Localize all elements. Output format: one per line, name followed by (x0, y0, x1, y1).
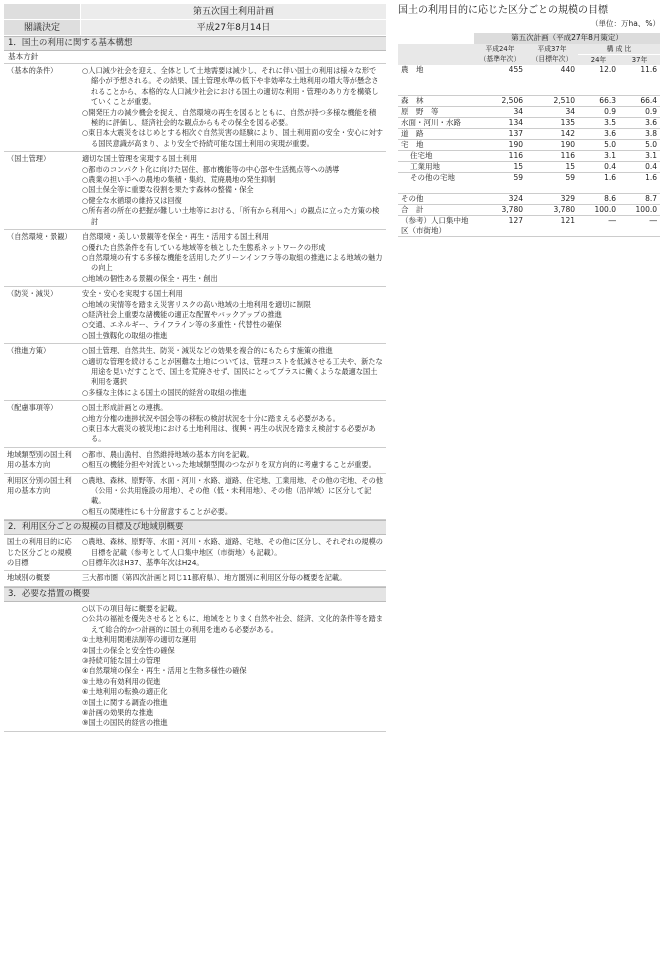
land-use-value-h37: 142 (526, 129, 578, 140)
land-use-category: 合 計 (398, 205, 474, 216)
plan-overview-table (4, 4, 386, 732)
land-use-value-h24: 455 (474, 65, 526, 96)
land-use-value-r24: ― (578, 216, 619, 237)
plan-row-line: 三大都市圏（第四次計画と同じ11都府県）、地方圏別に利用区分毎の概要を記載。 (82, 573, 347, 583)
plan-row-content (80, 230, 386, 286)
land-use-value-h37: 59 (526, 173, 578, 194)
land-use-row (398, 205, 660, 216)
section-2-body (4, 535, 386, 587)
plan-row-line: ○国土管理、自然共生、防災・減災などの効果を複合的にもたらす施策の推進 (82, 346, 333, 356)
land-use-value-r24: 12.0 (578, 65, 619, 96)
plan-row-label: 地域別の概要 (7, 573, 51, 583)
plan-row-line: ○多様な主体による国土の国民的経営の取組の推進 (82, 387, 247, 397)
plan-row-line: ○東日本大震災をはじめとする相次ぐ自然災害の経験により、国土利用面の安全・安心に対する国民意識が高まり、より安全で持続可能な国土利用の実現が重要。 (82, 128, 383, 148)
land-use-value-h37: 190 (526, 140, 578, 151)
plan-row-content (80, 287, 386, 343)
plan-row-line: ②国土の保全と安全性の確保 (82, 645, 175, 655)
land-use-value-r37: 1.6 (619, 173, 660, 194)
plan-row-line: ⑧計画の効果的な推進 (82, 707, 154, 717)
land-use-value-r24: 66.3 (578, 96, 619, 107)
plan-row-content (80, 152, 386, 229)
decision-date-label: 閣議決定 (4, 20, 80, 36)
plan-name-value: 第五次国土利用計画 (81, 4, 386, 20)
land-use-value-r24: 5.0 (578, 140, 619, 151)
plan-row (4, 152, 386, 230)
land-use-value-h37: 135 (526, 118, 578, 129)
plan-row-label: （自然環境・景観） (7, 232, 72, 242)
land-use-category: 森 林 (398, 96, 474, 107)
plan-row-line: ○東日本大震災の被災地における土地利用は、復興・再生の状況を踏まえ検討する必要がある。 (82, 424, 376, 444)
land-use-value-r37: 11.6 (619, 65, 660, 96)
plan-row (4, 230, 386, 287)
table-header-columns (398, 44, 660, 65)
land-use-value-r37: 3.1 (619, 151, 660, 162)
section-2-title: 2．利用区分ごとの規模の目標及び地域別概要 (4, 520, 386, 535)
plan-row-label: 国土の利用目的に応じた区分ごとの規模の目標 (7, 537, 72, 568)
land-use-value-r37: 8.7 (619, 194, 660, 205)
table-header-top (398, 33, 660, 44)
land-use-category: 道 路 (398, 129, 474, 140)
land-use-value-h24: 116 (474, 151, 526, 162)
plan-row-label: 地域類型別の国土利用の基本方向 (7, 449, 72, 470)
plan-row-label: （配慮事項等） (7, 403, 58, 413)
land-use-value-h37: 15 (526, 162, 578, 173)
land-use-value-r24: 1.6 (578, 173, 619, 194)
land-use-row (398, 216, 660, 237)
land-use-value-r24: 3.1 (578, 151, 619, 162)
land-use-value-h37: 3,780 (526, 205, 578, 216)
land-use-value-h37: 329 (526, 194, 578, 205)
plan-row (4, 602, 386, 732)
plan-row-content (80, 344, 386, 400)
land-use-row (398, 118, 660, 129)
plan-row-line: ○公共の福祉を優先させるとともに、地域をとりまく自然や社会、経済、文化的条件等を踏まえて総合的かつ計画的に国土の利用を進める必要がある。 (82, 614, 383, 634)
plan-row-content (80, 474, 386, 520)
plan-row-line: ④自然環境の保全・再生・活用と生物多様性の確保 (82, 666, 247, 676)
target-table-title: 国土の利用目的に応じた区分ごとの規模の目標 (398, 5, 608, 16)
land-use-row (398, 194, 660, 205)
land-use-value-r24: 100.0 (578, 205, 619, 216)
land-use-value-h24: 134 (474, 118, 526, 129)
land-use-value-r24: 8.6 (578, 194, 619, 205)
plan-name-row (4, 4, 386, 20)
land-use-category: （参考）人口集中地区（市街地） (398, 216, 474, 237)
land-use-category: 水面・河川・水路 (398, 118, 474, 129)
section-3-title: 3．必要な措置の概要 (4, 587, 386, 602)
section-1-title: 1．国土の利用に関する基本構想 (4, 36, 386, 51)
land-use-value-r24: 0.4 (578, 162, 619, 173)
plan-row-label: （国土管理） (7, 154, 51, 164)
land-use-value-r37: 100.0 (619, 205, 660, 216)
plan-row-line: ○適切な管理を続けることが困難な土地については、管理コストを低減させる工夫や、新たな用途を見いだすことで、国土を荒廃させず、国民にとってプラスに働くような最適な国土利用を選択 (82, 356, 383, 387)
land-use-row (398, 107, 660, 118)
land-use-row (398, 65, 660, 96)
section-1-subtitle: 基本方針 (4, 51, 386, 64)
plan-row-line: ○所有者の所在の把握が難しい土地等における、「所有から利用へ」の観点に立った方策の検討 (82, 206, 380, 226)
land-use-value-h24: 190 (474, 140, 526, 151)
decision-date-value: 平成27年8月14日 (81, 20, 386, 36)
land-use-value-r24: 3.5 (578, 118, 619, 129)
land-use-row (398, 173, 660, 194)
col-h24-header: 平成24年 （基準年次） (474, 44, 526, 65)
plan-row (4, 448, 386, 474)
land-use-value-h24: 59 (474, 173, 526, 194)
plan-row (4, 474, 386, 521)
land-use-value-h24: 324 (474, 194, 526, 205)
plan-row (4, 344, 386, 401)
land-use-value-h24: 3,780 (474, 205, 526, 216)
plan-row-line: ○優れた自然条件を有している地域等を核とした生態系ネットワークの形成 (82, 242, 326, 252)
land-use-category: 住宅地 (398, 151, 474, 162)
plan-row-content (80, 535, 386, 570)
plan-row-content (80, 448, 386, 473)
land-use-value-r37: 0.9 (619, 107, 660, 118)
plan-row-label: （推進方策） (7, 346, 51, 356)
target-table-unit: （単位：万ha、%） (591, 19, 660, 28)
land-use-value-r37: 5.0 (619, 140, 660, 151)
plan-header-cell: 第五次計画（平成27年8月策定） (474, 33, 660, 44)
land-use-value-r37: 3.8 (619, 129, 660, 140)
plan-row-line: ○国土形成計画との連携。 (82, 403, 168, 413)
plan-row-line: ○健全な水循環の維持又は回復 (82, 195, 182, 205)
plan-name-label (4, 4, 80, 20)
land-use-value-h37: 34 (526, 107, 578, 118)
decision-date-row (4, 20, 386, 36)
land-use-category: 工業用地 (398, 162, 474, 173)
plan-row-line: ○地域の個性ある景観の保全・再生・創出 (82, 273, 218, 283)
plan-row-line: ○経済社会上重要な諸機能の適正な配置やバックアップの推進 (82, 309, 282, 319)
land-use-value-h24: 2,506 (474, 96, 526, 107)
land-use-row (398, 151, 660, 162)
plan-row-line: ①土地利用関連法制等の適切な運用 (82, 635, 197, 645)
plan-row-line: ○開発圧力の減少機会を捉え、自然環境の再生を図るとともに、自然が持つ多様な機能を積極的に評価し、経済社会的な観点からもその保全を図る必要。 (82, 107, 377, 128)
land-use-row (398, 140, 660, 151)
land-use-category: その他の宅地 (398, 173, 474, 194)
col-ratio-header: 構 成 比 24年 37年 (578, 44, 660, 65)
plan-row-label: （基本的条件） (7, 66, 58, 75)
land-use-row (398, 162, 660, 173)
plan-row-line: ○人口減少社会を迎え、全体として土地需要は減少し、それに伴い国土の利用は様々な形で縮小が予想される。その結果、国土管理水準の低下や非効率な土地利用の増大等が懸念されることから、本格的な人口減少社会における国土の適切な利用・管理のあり方を構築していくことが重要。 (82, 66, 379, 107)
section-1-body (4, 64, 386, 520)
land-use-value-r37: 0.4 (619, 162, 660, 173)
land-use-value-h37: 121 (526, 216, 578, 237)
land-use-value-r24: 3.6 (578, 129, 619, 140)
plan-row-line: ○相互の機能分担や対流といった地域類型間のつながりを双方向的に考慮することが重要。 (82, 460, 376, 470)
plan-row (4, 401, 386, 448)
plan-row-line: ○地域の実情等を踏まえ災害リスクの高い地域の土地利用を適切に制限 (82, 299, 311, 309)
plan-row-line: ③持続可能な国土の管理 (82, 655, 161, 665)
plan-row-label: （防災・減災） (7, 289, 58, 299)
land-use-value-h37: 440 (526, 65, 578, 96)
section-3-body (4, 602, 386, 732)
plan-row-line: ○国土保全等に重要な役割を果たす森林の整備・保全 (82, 185, 254, 195)
plan-row-content (80, 401, 386, 447)
col-r24-header: 24年 (590, 56, 607, 64)
plan-row-line: ⑨国土の国民的経営の推進 (82, 718, 168, 728)
land-use-value-h37: 2,510 (526, 96, 578, 107)
plan-row-label (4, 602, 80, 731)
land-use-value-r37: 3.6 (619, 118, 660, 129)
land-use-value-h24: 34 (474, 107, 526, 118)
land-use-value-h37: 116 (526, 151, 578, 162)
land-use-row (398, 96, 660, 107)
plan-row-content (80, 602, 386, 731)
land-use-category: 農 地 (398, 65, 474, 96)
plan-row (4, 64, 386, 152)
plan-row-content (80, 571, 386, 585)
land-use-value-r37: ― (619, 216, 660, 237)
col-h37-header: 平成37年 （目標年次） (526, 44, 578, 65)
land-use-value-h24: 15 (474, 162, 526, 173)
land-use-value-h24: 127 (474, 216, 526, 237)
plan-row-line: ○農業の担い手への農地の集積・集約、荒廃農地の発生抑制 (82, 175, 276, 185)
land-use-category: 原 野 等 (398, 107, 474, 118)
land-use-value-h24: 137 (474, 129, 526, 140)
plan-row (4, 571, 386, 586)
plan-row-line: 適切な国土管理を実現する国土利用 (82, 154, 198, 164)
plan-row-content (80, 64, 386, 151)
plan-row-line: ○農地、森林、原野等、水面・河川・水路、道路、宅地、その他に区分し、それぞれの規模の目標を記載（参考として人口集中地区（市街地）も記載）。 (82, 537, 383, 557)
plan-row-line: ⑥土地利用の転換の適正化 (82, 687, 168, 697)
land-use-target-table (398, 33, 660, 237)
plan-row-line: ⑦国土に関する調査の推進 (82, 697, 168, 707)
plan-row-line: ○地方分権の進捗状況や国会等の移転の検討状況を十分に踏まえる必要がある。 (82, 413, 340, 423)
land-use-value-r37: 66.4 (619, 96, 660, 107)
plan-row-line: ⑤土地の有効利用の促進 (82, 676, 161, 686)
plan-row (4, 535, 386, 571)
plan-row-line: ○相互の関連性にも十分留意することが必要。 (82, 506, 233, 516)
plan-row (4, 287, 386, 344)
plan-row-line: ○国土強靱化の取組の推進 (82, 330, 168, 340)
plan-row-line: ○都市のコンパクト化に向けた居住、都市機能等の中心部や生活拠点等への誘導 (82, 164, 340, 174)
land-use-value-r24: 0.9 (578, 107, 619, 118)
plan-row-line: 自然環境・美しい景観等を保全・再生・活用する国土利用 (82, 232, 269, 242)
plan-row-label: 利用区分別の国土利用の基本方向 (7, 475, 72, 496)
land-use-category: 宅 地 (398, 140, 474, 151)
col-r37-header: 37年 (631, 56, 648, 64)
plan-row-line: 安全・安心を実現する国土利用 (82, 289, 183, 299)
land-use-target-panel (398, 4, 660, 237)
plan-row-line: ○以下の項目毎に概要を記載。 (82, 603, 182, 613)
land-use-row (398, 129, 660, 140)
land-use-category: その他 (398, 194, 474, 205)
plan-row-line: ○農地、森林、原野等、水面・河川・水路、道路、住宅地、工業用地、その他の宅地、その他（公用・公共用施設の用地）、その他（低・未利用地）、その他（沿岸域）に区分して記載。 (82, 475, 383, 506)
plan-row-line: ○目標年次はH37、基準年次はH24。 (82, 558, 204, 568)
plan-row-line: ○交通、エネルギー、ライフライン等の多重性・代替性の確保 (82, 320, 282, 330)
plan-row-line: ○自然環境の有する多様な機能を活用したグリーンインフラ等の取組の推進による地域の魅力の向上 (82, 252, 383, 273)
plan-row-line: ○都市、農山漁村、自然維持地域の基本方向を記載。 (82, 449, 254, 459)
